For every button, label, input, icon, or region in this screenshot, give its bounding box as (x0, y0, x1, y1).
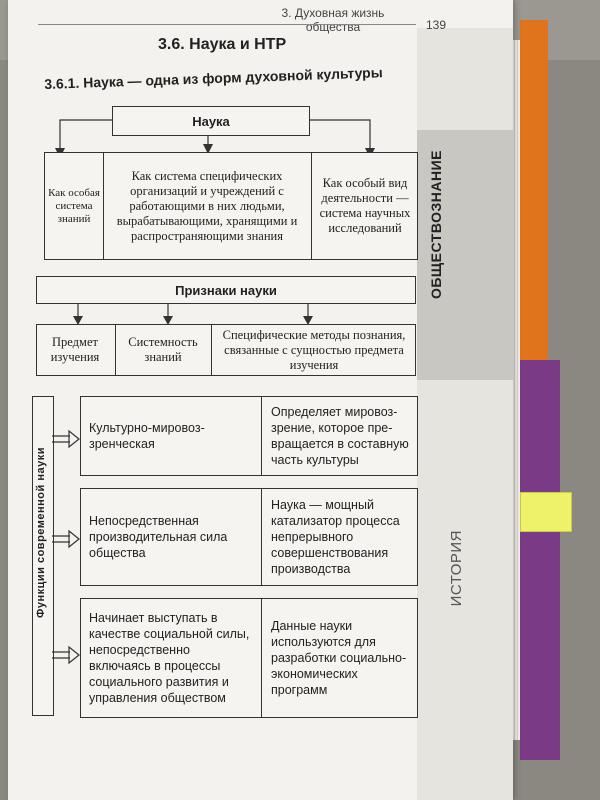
functions-arrows (52, 396, 82, 716)
function-name-2: Непосредственная производительная сила общества (89, 514, 228, 560)
function-arrow-1 (52, 431, 79, 447)
divider (261, 489, 262, 585)
type-cell-organizations: Как система специфических организаций и учреждений с работающими в них людьми, вырабатывающими, хранящими и распространяющими знания (116, 168, 298, 243)
type-cell-knowledge-system: Как особая система знаний (48, 186, 100, 225)
side-tab-label-history: ИСТОРИЯ (448, 530, 465, 607)
sticky-bookmark (520, 492, 572, 532)
features-title: Признаки науки (175, 282, 277, 298)
divider (261, 599, 262, 717)
function-row-3 (80, 598, 418, 718)
section-title: 3.6. Наука и НТР (158, 36, 287, 53)
function-description-3: Данные науки используются для разработки социально-экономических программ (271, 619, 407, 697)
root-label: Наука (192, 113, 230, 129)
functions-side-box (32, 396, 54, 716)
features-title-box (36, 276, 416, 304)
functions-side-label: Функции современной науки (35, 447, 47, 619)
book-cover-edge-purple (520, 360, 560, 760)
function-arrow-3 (52, 647, 79, 663)
feature-cell-subject: Предмет изучения (50, 335, 100, 364)
book-page (8, 0, 513, 800)
page-number: 139 (426, 18, 447, 32)
types-box (44, 152, 418, 260)
function-name-3: Начинает выступать в качестве социальной силы, непосредственно включаясь в процессы социального развития и управления обществом (89, 611, 250, 705)
divider (103, 153, 104, 259)
function-description-2: Наука — мощный катализатор процесса непрерывного совершенствования производства (271, 498, 400, 576)
divider (261, 397, 262, 475)
divider (311, 153, 312, 259)
feature-cell-systematic: Системность знаний (128, 335, 198, 364)
running-head: 3. Духовная жизнь общества (281, 6, 385, 34)
function-row-2 (80, 488, 418, 586)
function-row-1 (80, 396, 418, 476)
feature-cell-methods: Специфические методы познания, связанные с сущностью предмета изучения (222, 327, 406, 372)
function-description-1: Определяет мировоззрение, которое превращается в составную часть культуры (271, 405, 409, 467)
function-name-1: Культурно-мировоззренческая (89, 421, 205, 451)
type-cell-activity: Как особый вид деятельности — система научных исследований (319, 176, 411, 235)
features-box (36, 324, 416, 376)
root-box-science (112, 106, 310, 136)
side-tab-label-social: ОБЩЕСТВОЗНАНИЕ (428, 150, 444, 300)
divider (211, 325, 212, 375)
function-arrow-2 (52, 531, 79, 547)
book-cover-edge-orange (520, 20, 548, 360)
divider (115, 325, 116, 375)
subsection-title: 3.6.1. Наука — одна из форм духовной культуры (44, 64, 383, 92)
